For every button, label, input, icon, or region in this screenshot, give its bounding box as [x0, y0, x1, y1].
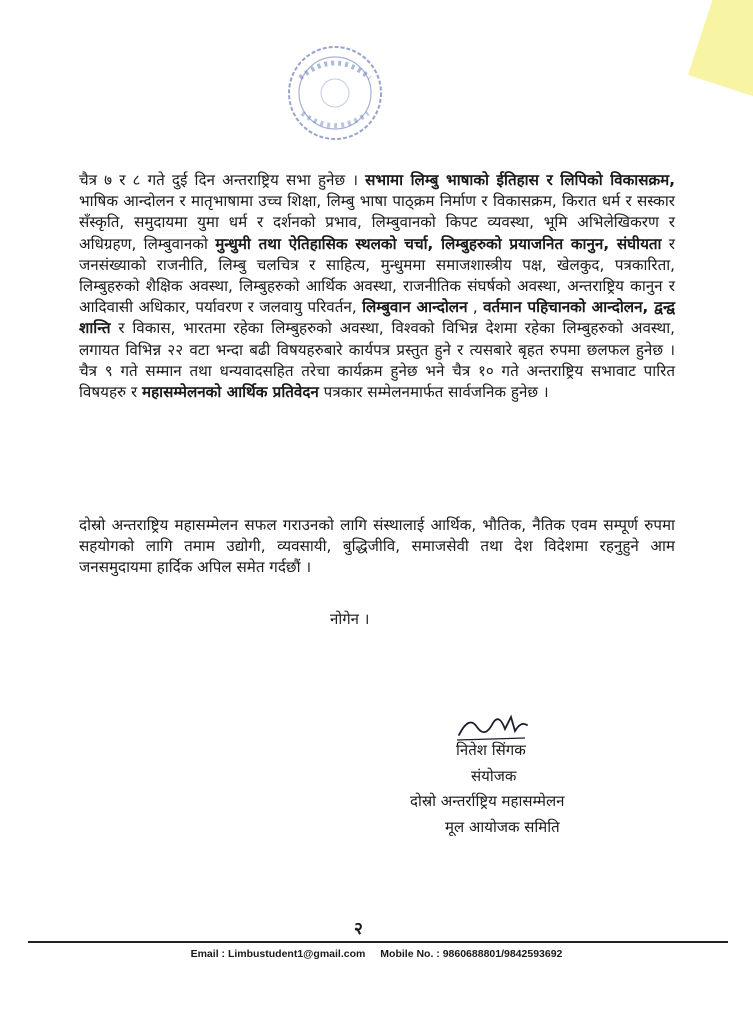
- text-segment-bold: वर्तमान पहिचानको आन्दोलन, द्वन्द्व शान्ति: [79, 298, 675, 338]
- page-number: २: [354, 919, 363, 939]
- appeal-paragraph: दोस्रो अन्तराष्ट्रिय महासम्मेलन सफल गराउनको लागि संस्थालाई आर्थिक, भौतिक, नैतिक एवम सम्पूर्ण रुपमा सहयोगको लागि तमाम उद्योगी, व्यवसायी, बुद्धिजीवि, समाजसेवी तथा देश विदेशमा रहनुहुने आम जनसमुदायमा हार्दिक अपिल समेत गर्दछौं ।: [79, 516, 675, 577]
- text-segment: पत्रकार सम्मेलनमार्फत सार्वजनिक हुनेछ ।: [318, 383, 549, 402]
- text-segment: ,: [467, 298, 484, 317]
- closing-salutation: नोगेन ।: [330, 610, 370, 628]
- footer-divider: [28, 941, 728, 943]
- text-segment-bold: सभामा लिम्बु भाषाको ईतिहास र लिपिको विकासक्रम,: [365, 171, 676, 189]
- footer-mobile: Mobile No. : 9860688801/9842593692: [380, 948, 563, 960]
- footer-contact: [0, 948, 753, 960]
- text-segment: भाषिक आन्दोलन र मातृभाषामा उच्च शिक्षा, लिम्बु भाषा पाठ्क्रम निर्माण र विकासक्रम, किरात धर्म र सस्कार सँस्कृति, समुदायमा युमा धर्म र दर्शनको प्रभाव, लिम्बुवानको किपट व्यवस्था, भूमि अभिलेखिकरण र अधिग्रहण, लिम्बुवानको: [79, 192, 675, 253]
- text-segment: र विकास, भारतमा रहेका लिम्बुहरुको अवस्था, विश्वको विभिन्न देशमा रहेका लिम्बुहरुको अवस्था, लगायत विभिन्न २२ वटा भन्दा बढी विषयहरुबारे कार्यपत्र प्रस्तुत हुने र त्यसबारे बृहत रुपमा छलफल हुनेछ । चैत्र ९ गते सम्मान तथा धन्यवादसहित तरेचा कार्यक्रम हुनेछ भने चैत्र १० गते अन्तराष्ट्रिय सभावाट पारित विषयहरु र: [79, 319, 675, 402]
- text-segment-bold: मुन्धुमी तथा ऐतिहासिक स्थलको चर्चा, लिम्बुहरुको प्रयाजनित कानुन, संघीयता: [215, 234, 662, 253]
- signatory-role: संयोजक: [471, 767, 517, 785]
- text-segment-bold: लिम्बुवान आन्दोलन: [362, 298, 468, 317]
- text-segment: र जनसंख्याको राजनीति, लिम्बु चलचित्र र साहित्य, मुन्धुममा समाजशास्त्रीय पक्ष, खेलकुद, पत्रकारिता, लिम्बुहरुको शैक्षिक अवस्था, लिम्बुहरुको आर्थिक अवस्था, राजनीतिक संघर्षको अवस्था, अन्तराष्ट्रिय कानुन र आदिवासी अधिकार, पर्यावरण र जलवायु परिवर्तन,: [79, 234, 675, 317]
- organization-seal-stamp: [280, 38, 390, 148]
- event-program-paragraph: [79, 170, 675, 403]
- footer-email: Email : Limbustudent1@gmail.com: [190, 948, 366, 960]
- text-segment-bold: महासम्मेलनको आर्थिक प्रतिवेदन: [141, 383, 319, 402]
- text-segment: चैत्र ७ र ८ गते दुई दिन अन्तराष्ट्रिय सभा हुनेछ ।: [79, 171, 366, 189]
- sticky-note-corner: [688, 0, 753, 100]
- signatory-committee: मूल आयोजक समिति: [445, 818, 560, 836]
- signatory-event: दोस्रो अन्तर्राष्ट्रिय महासम्मेलन: [410, 792, 565, 810]
- signatory-name: नितेश सिंगक: [456, 741, 526, 759]
